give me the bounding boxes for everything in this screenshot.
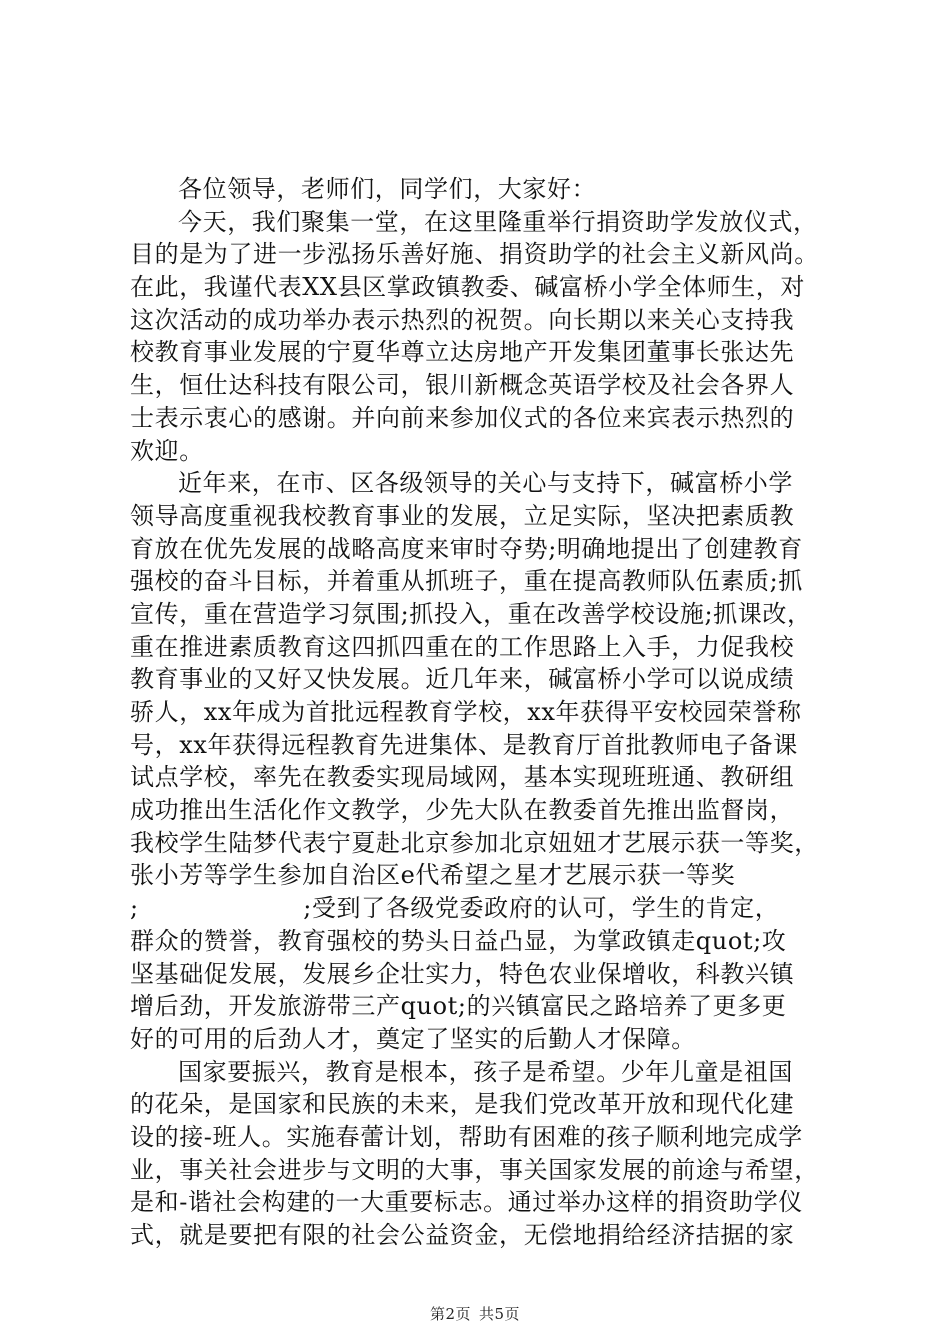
text-line: 的花朵，是国家和民族的未来，是我们党改革开放和现代化建 bbox=[130, 1090, 795, 1119]
text-line: 教育事业的又好又快发展。近几年来，碱富桥小学可以说成绩 bbox=[130, 665, 795, 694]
text-line: 好的可用的后劲人才，奠定了坚实的后勤人才保障。 bbox=[130, 1024, 696, 1053]
text-line: 欢迎。 bbox=[130, 436, 204, 465]
text-line: 近年来，在市、区各级领导的关心与支持下，碱富桥小学 bbox=[178, 469, 793, 498]
text-line: 国家要振兴，教育是根本，孩子是希望。少年儿童是祖国 bbox=[178, 1057, 793, 1086]
text-line: 群众的赞誉，教育强校的势头日益凸显，为掌政镇走quot;攻 bbox=[130, 926, 787, 955]
text-line: 这次活动的成功举办表示热烈的祝贺。向长期以来关心支持我 bbox=[130, 305, 795, 334]
text-line: 式，就是要把有限的社会公益资金，无偿地捐给经济拮据的家 bbox=[130, 1221, 795, 1249]
text-line: 成功推出生活化作文教学，少先大队在教委首先推出监督岗， bbox=[130, 796, 795, 825]
text-line: 领导高度重视我校教育事业的发展，立足实际，坚决把素质教 bbox=[130, 501, 795, 530]
text-line: ; ;受到了各级党委政府的认可，学生的肯定， bbox=[130, 894, 780, 923]
text-line: 坚基础促发展，发展乡企壮实力，特色农业保增收，科教兴镇 bbox=[130, 959, 795, 988]
text-line: 强校的奋斗目标，并着重从抓班子，重在提高教师队伍素质;抓 bbox=[130, 567, 803, 596]
text-line: 今天，我们聚集一堂，在这里隆重举行捐资助学发放仪式， bbox=[178, 207, 818, 236]
text-line: 各位领导，老师们，同学们，大家好： bbox=[178, 175, 597, 203]
page-number: 第2页 bbox=[429, 1305, 471, 1323]
text-line: 是和-谐社会构建的一大重要标志。通过举办这样的捐资助学仪 bbox=[130, 1188, 803, 1217]
text-line: 号，xx年获得远程教育先进集体、是教育厅首批教师电子备课 bbox=[130, 730, 798, 759]
text-line: 重在推进素质教育这四抓四重在的工作思路上入手，力促我校 bbox=[130, 632, 795, 661]
page-total: 共5页 bbox=[479, 1305, 521, 1323]
text-line: 试点学校，率先在教委实现局域网，基本实现班班通、教研组 bbox=[130, 763, 795, 792]
text-line: 生，恒仕达科技有限公司，银川新概念英语学校及社会各界人 bbox=[130, 371, 795, 400]
text-line: 宣传，重在营造学习氛围;抓投入，重在改善学校设施;抓课改， bbox=[130, 599, 812, 628]
text-line: 目的是为了进一步泓扬乐善好施、捐资助学的社会主义新风尚。 bbox=[130, 240, 819, 269]
document-body bbox=[130, 173, 830, 1252]
text-line: 增后劲，开发旅游带三产quot;的兴镇富民之路培养了更多更 bbox=[130, 992, 787, 1021]
text-line: 业，事关社会进步与文明的大事，事关国家发展的前途与希望， bbox=[130, 1155, 819, 1184]
text-line: 骄人，xx年成为首批远程教育学校，xx年获得平安校园荣誉称 bbox=[130, 698, 802, 726]
text-line: 在此，我谨代表XX县区掌政镇教委、碱富桥小学全体师生，对 bbox=[130, 273, 805, 302]
text-line: 设的接-班人。实施春蕾计划，帮助有困难的孩子顺利地完成学 bbox=[130, 1122, 803, 1151]
text-line: 校教育事业发展的宁夏华尊立达房地产开发集团董事长张达先 bbox=[130, 338, 795, 367]
page-footer bbox=[0, 1303, 950, 1324]
text-line: 张小芳等学生参加自治区e代希望之星才艺展示获一等奖 bbox=[130, 861, 736, 890]
text-line: 士表示衷心的感谢。并向前来参加仪式的各位来宾表示热烈的 bbox=[130, 403, 795, 432]
text-line: 我校学生陆梦代表宁夏赴北京参加北京妞妞才艺展示获一等奖， bbox=[130, 828, 819, 857]
text-line: 育放在优先发展的战略高度来审时夺势;明确地提出了创建教育 bbox=[130, 534, 803, 563]
